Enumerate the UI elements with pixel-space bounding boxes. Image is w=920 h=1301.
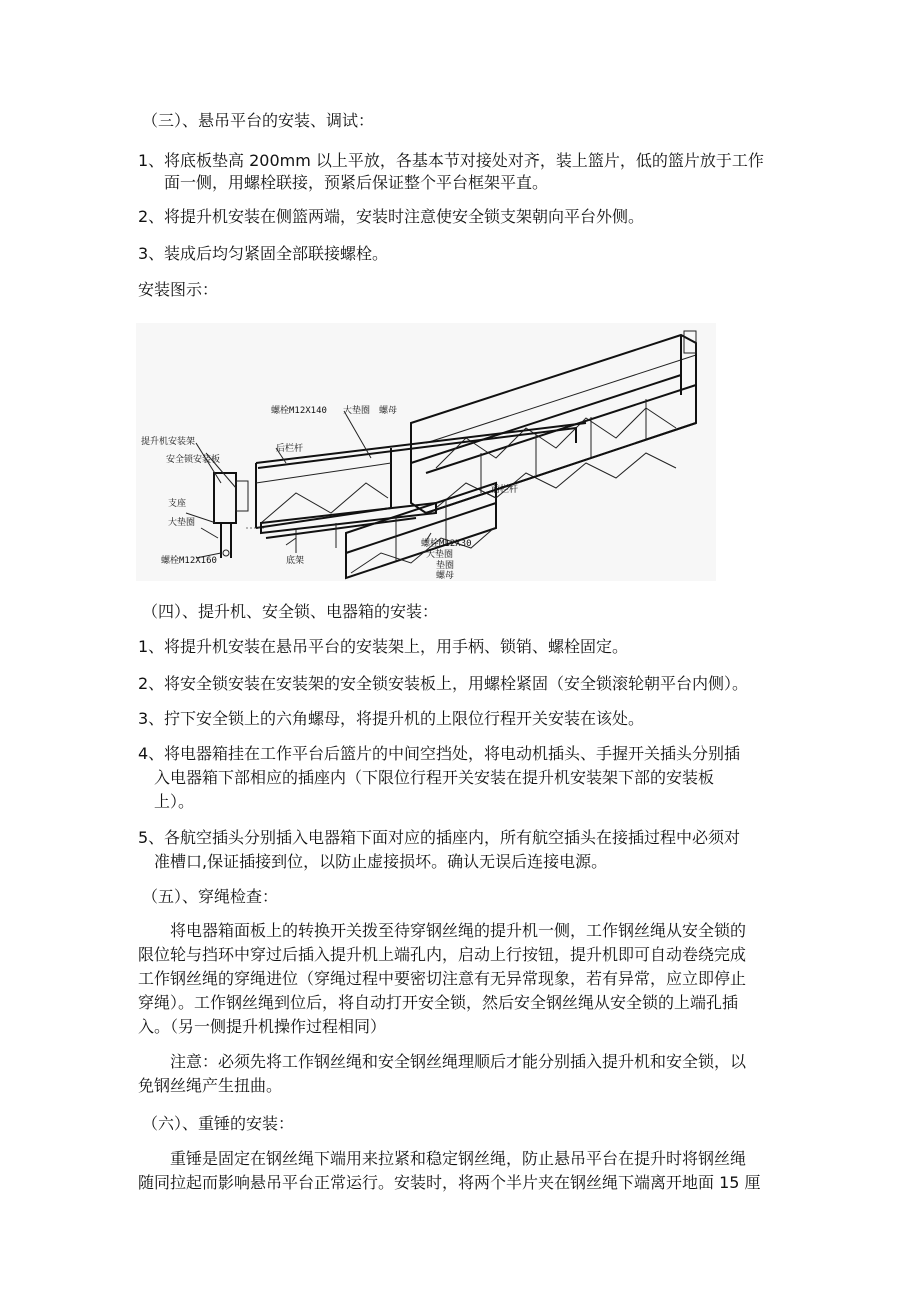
sec4-item-4-line-1: 将电器箱挂在工作平台后篮片的中间空挡处，将电动机插头、手握开关插头分别插 bbox=[164, 744, 741, 763]
label-rear-rail: 后栏杆 bbox=[276, 444, 304, 454]
sec5-para1-line-2: 限位轮与挡环中穿过后插入提升机上端孔内，启动上行按钮，提升机即可自动卷绕完成 bbox=[138, 945, 747, 964]
sec3-item-1-number: 1、 bbox=[138, 151, 165, 170]
sec4-item-1-number: 1、 bbox=[138, 637, 165, 656]
label-nut-bottom: 螺母 bbox=[436, 571, 455, 581]
sec4-item-4-line-3: 上）。 bbox=[154, 792, 195, 811]
label-washer: 垫圈 bbox=[436, 561, 455, 571]
label-big-washer-top: 大垫圈 bbox=[343, 406, 371, 416]
sec3-item-2-line-1: 将提升机安装在侧篮两端，安装时注意使安全锁支架朝向平台外侧。 bbox=[164, 207, 645, 226]
sec3-item-2-number: 2、 bbox=[138, 207, 165, 226]
sec6-para1-line-2: 随同拉起而影响悬吊平台正常运行。安装时，将两个半片夹在钢丝绳下端离开地面 15 厘 bbox=[138, 1173, 761, 1192]
sec4-item-4-number: 4、 bbox=[138, 744, 165, 763]
label-base-frame: 底架 bbox=[286, 556, 305, 566]
label-big-washer-left: 大垫圈 bbox=[168, 518, 196, 528]
section-5-title: （五）、穿绳检查： bbox=[142, 887, 279, 906]
label-bolt-m12x160: 螺栓M12X160 bbox=[161, 556, 217, 566]
sec4-item-3-number: 3、 bbox=[138, 709, 165, 728]
installation-diagram bbox=[136, 323, 716, 581]
sec4-item-2-number: 2、 bbox=[138, 674, 165, 693]
label-bolt-m12x140: 螺栓M12X140 bbox=[271, 406, 327, 416]
sec4-item-5-number: 5、 bbox=[138, 828, 165, 847]
sec4-item-5-line-2: 准槽口,保证插接到位，以防止虚接损坏。确认无误后连接电源。 bbox=[154, 852, 608, 871]
sec3-item-3-number: 3、 bbox=[138, 244, 165, 263]
section-4-title: （四）、提升机、安全锁、电器箱的安装： bbox=[142, 602, 439, 621]
sec3-item-3-line-1: 装成后均匀紧固全部联接螺栓。 bbox=[164, 244, 389, 263]
label-nut-top: 螺母 bbox=[379, 406, 398, 416]
sec3-item-1-line-2: 面一侧，用螺栓联接，预紧后保证整个平台框架平直。 bbox=[164, 173, 549, 192]
sec6-para1-line-1: 重锤是固定在钢丝绳下端用来拉紧和稳定钢丝绳，防止悬吊平台在提升时将钢丝绳 bbox=[170, 1149, 747, 1168]
label-hoist-mount: 提升机安装架 bbox=[141, 437, 196, 447]
sec3-item-1-line-1: 将底板垫高 200mm 以上平放，各基本节对接处对齐，装上篮片，低的篮片放于工作 bbox=[164, 151, 764, 170]
label-bolt-m12x30: 螺栓M12X30 bbox=[421, 539, 472, 549]
sec5-para2-line-1: 注意：必须先将工作钢丝绳和安全钢丝绳理顺后才能分别插入提升机和安全锁，以 bbox=[170, 1052, 747, 1071]
label-support: 支座 bbox=[168, 499, 187, 509]
sec4-item-5-line-1: 各航空插头分别插入电器箱下面对应的插座内，所有航空插头在接插过程中必须对 bbox=[164, 828, 741, 847]
figure-caption: 安装图示： bbox=[138, 280, 219, 299]
section-6-title: （六）、重锤的安装： bbox=[142, 1114, 295, 1133]
sec5-para1-line-4: 穿绳）。工作钢丝绳到位后，将自动打开安全锁，然后安全钢丝绳从安全锁的上端孔插 bbox=[138, 993, 739, 1012]
sec5-para1-line-1: 将电器箱面板上的转换开关拨至待穿钢丝绳的提升机一侧，工作钢丝绳从安全锁的 bbox=[170, 921, 747, 940]
label-big-washer-bottom: 大垫圈 bbox=[426, 550, 454, 560]
label-lock-plate: 安全锁安装板 bbox=[166, 455, 221, 465]
sec4-item-4-line-2: 入电器箱下部相应的插座内（下限位行程开关安装在提升机安装架下部的安装板 bbox=[154, 768, 715, 787]
sec4-item-2-line-1: 将安全锁安装在安装架的安全锁安装板上，用螺栓紧固（安全锁滚轮朝平台内侧）。 bbox=[164, 674, 749, 693]
sec5-para1-line-3: 工作钢丝绳的穿绳进位（穿绳过程中要密切注意有无异常现象，若有异常，应立即停止 bbox=[138, 969, 747, 988]
sec4-item-3-line-1: 拧下安全锁上的六角螺母，将提升机的上限位行程开关安装在该处。 bbox=[164, 709, 645, 728]
sec5-para2-line-2: 免钢丝绳产生扭曲。 bbox=[138, 1076, 283, 1095]
label-front-rail: 前栏杆 bbox=[491, 485, 519, 495]
sec4-item-1-line-1: 将提升机安装在悬吊平台的安装架上，用手柄、锁销、螺栓固定。 bbox=[164, 637, 629, 656]
sec5-para1-line-5: 入。（另一侧提升机操作过程相同） bbox=[138, 1017, 387, 1036]
section-3-title: （三）、悬吊平台的安装、调试： bbox=[142, 111, 375, 130]
